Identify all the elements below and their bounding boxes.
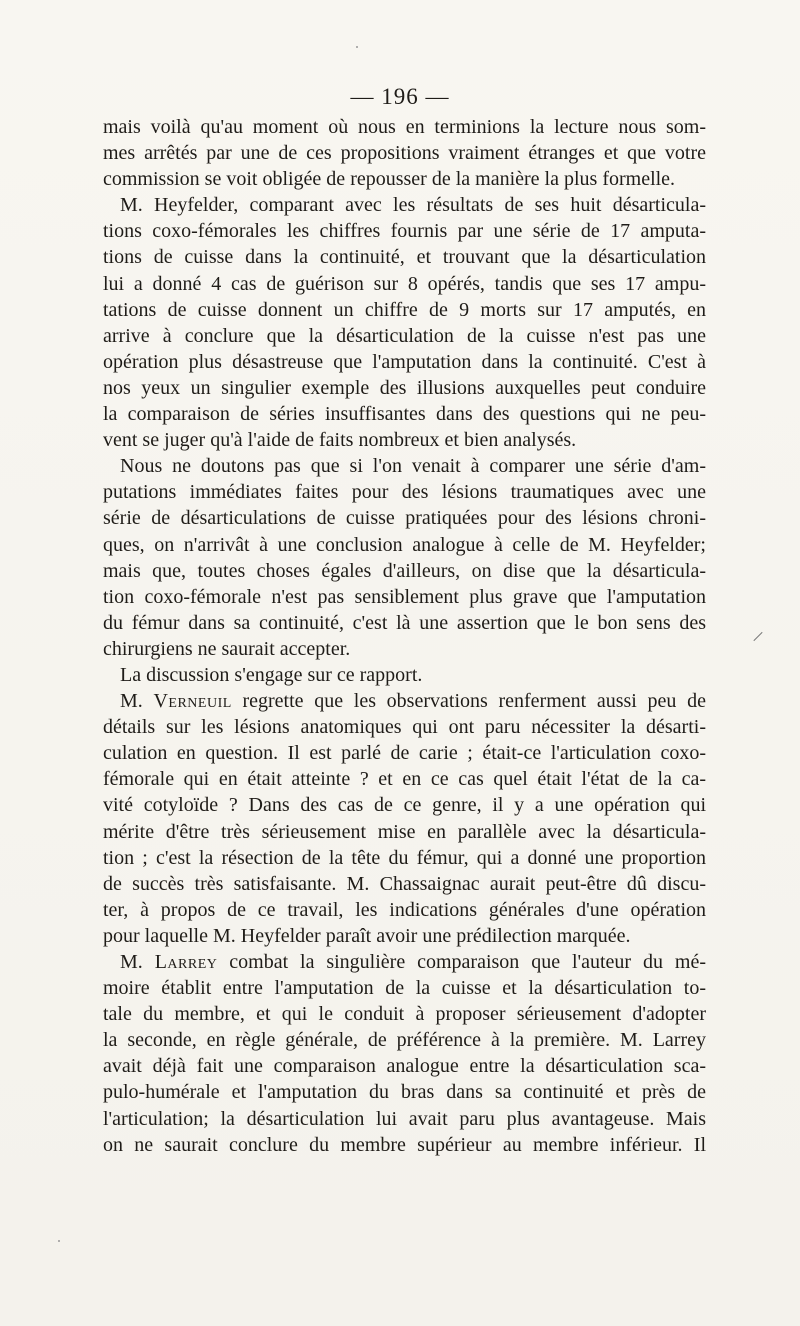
paragraph <box>103 688 706 949</box>
text-line: série de désarticulations de cuisse pratiquées pour des lésions chroni- <box>103 507 706 530</box>
margin-mark <box>753 632 762 641</box>
paragraph <box>103 114 706 192</box>
text-line: Nous ne doutons pas que si l'on venait à comparer une série d'am- <box>120 455 706 478</box>
text-line: M. Verneuil regrette que les observations renferment aussi peu de <box>120 690 706 713</box>
speaker-name: Verneuil <box>153 690 232 713</box>
speaker-name: Larrey <box>154 951 218 973</box>
text-line: La discussion s'engage sur ce rapport. <box>120 663 423 686</box>
text-line: vité cotyloïde ? Dans des cas de ce genre, il y a une opération qui <box>103 794 706 817</box>
text-line: fémorale qui en était atteinte ? et en ce cas quel était l'état de la ca- <box>103 768 706 791</box>
paragraph <box>103 662 706 688</box>
text-line: lui a donné 4 cas de guérison sur 8 opérés, tandis que ses 17 ampu- <box>103 272 706 295</box>
text-line: tale du membre, et qui le conduit à proposer sérieusement d'adopter <box>103 1003 706 1026</box>
text-line: détails sur les lésions anatomiques qui ont paru nécessiter la désarti- <box>103 716 706 739</box>
text-line: tions coxo-fémorales les chiffres fournis par une série de 17 amputa- <box>103 220 706 243</box>
text-line: mérite d'être très sérieusement mise en parallèle avec la désarticula- <box>103 820 706 843</box>
body-text <box>103 114 706 1158</box>
text-line: avait déjà fait une comparaison analogue entre la désarticulation sca- <box>103 1055 706 1078</box>
paragraph <box>103 192 706 453</box>
text-line: putations immédiates faites pour des lésions traumatiques avec une <box>103 481 706 504</box>
text-line: M. Larrey combat la singulière comparaison que l'auteur du mé- <box>120 951 706 973</box>
text-line: vent se juger qu'à l'aide de faits nombreux et bien analysés. <box>103 429 577 452</box>
text-line: la seconde, en règle générale, de préférence à la première. M. Larrey <box>103 1029 706 1052</box>
text-line: mais que, toutes choses égales d'ailleurs, on dise que la désarticula- <box>103 559 706 582</box>
text-line: tations de cuisse donnent un chiffre de 9 morts sur 17 amputés, en <box>103 298 706 321</box>
text-line: tion coxo-fémorale n'est pas sensiblement plus grave que l'amputation <box>103 585 706 608</box>
text-line: du fémur dans sa continuité, c'est là une assertion que le bon sens des <box>103 611 706 634</box>
text-line: l'articulation; la désarticulation lui avait paru plus avantageuse. Mais <box>103 1107 706 1130</box>
text-line: on ne saurait conclure du membre supérieur au membre inférieur. Il <box>103 1133 706 1156</box>
text-line: commission se voit obligée de repousser de la manière la plus formelle. <box>103 168 676 191</box>
paper-speck <box>58 1240 60 1242</box>
text-line: opération plus désastreuse que l'amputation dans la continuité. C'est à <box>103 350 706 373</box>
text-line: ter, à propos de ce travail, les indications générales d'une opération <box>103 898 706 921</box>
text-line: tions de cuisse dans la continuité, et trouvant que la désarticulation <box>103 246 706 269</box>
text-line: ques, on n'arrivât à une conclusion analogue à celle de M. Heyfelder; <box>103 533 706 556</box>
text-line: tion ; c'est la résection de la tête du fémur, qui a donné une proportion <box>103 846 706 869</box>
text-line: de succès très satisfaisante. M. Chassaignac aurait peut-être dû discu- <box>103 872 706 895</box>
text-line: pulo-humérale et l'amputation du bras dans sa continuité et près de <box>103 1081 706 1104</box>
paragraph <box>103 949 706 1158</box>
paper-speck <box>356 46 358 48</box>
text-line: nos yeux un singulier exemple des illusions auxquelles peut conduire <box>103 376 706 399</box>
text-line: culation en question. Il est parlé de carie ; était-ce l'articulation coxo- <box>103 742 706 765</box>
text-line: moire établit entre l'amputation de la cuisse et la désarticulation to- <box>103 977 706 1000</box>
text-line: chirurgiens ne saurait accepter. <box>103 637 351 660</box>
text-line: arrive à conclure que la désarticulation de la cuisse n'est pas une <box>103 324 706 347</box>
text-line: pour laquelle M. Heyfelder paraît avoir une prédilection marquée. <box>103 924 631 947</box>
text-line: mais voilà qu'au moment où nous en terminions la lecture nous som- <box>103 116 706 138</box>
text-line: la comparaison de séries insuffisantes dans des questions qui ne peu- <box>103 403 706 426</box>
text-line: mes arrêtés par une de ces propositions vraiment étranges et que votre <box>103 142 706 165</box>
paragraph <box>103 453 706 662</box>
text-line: M. Heyfelder, comparant avec les résultats de ses huit désarticula- <box>120 194 706 217</box>
page-number: — 196 — <box>350 84 450 109</box>
